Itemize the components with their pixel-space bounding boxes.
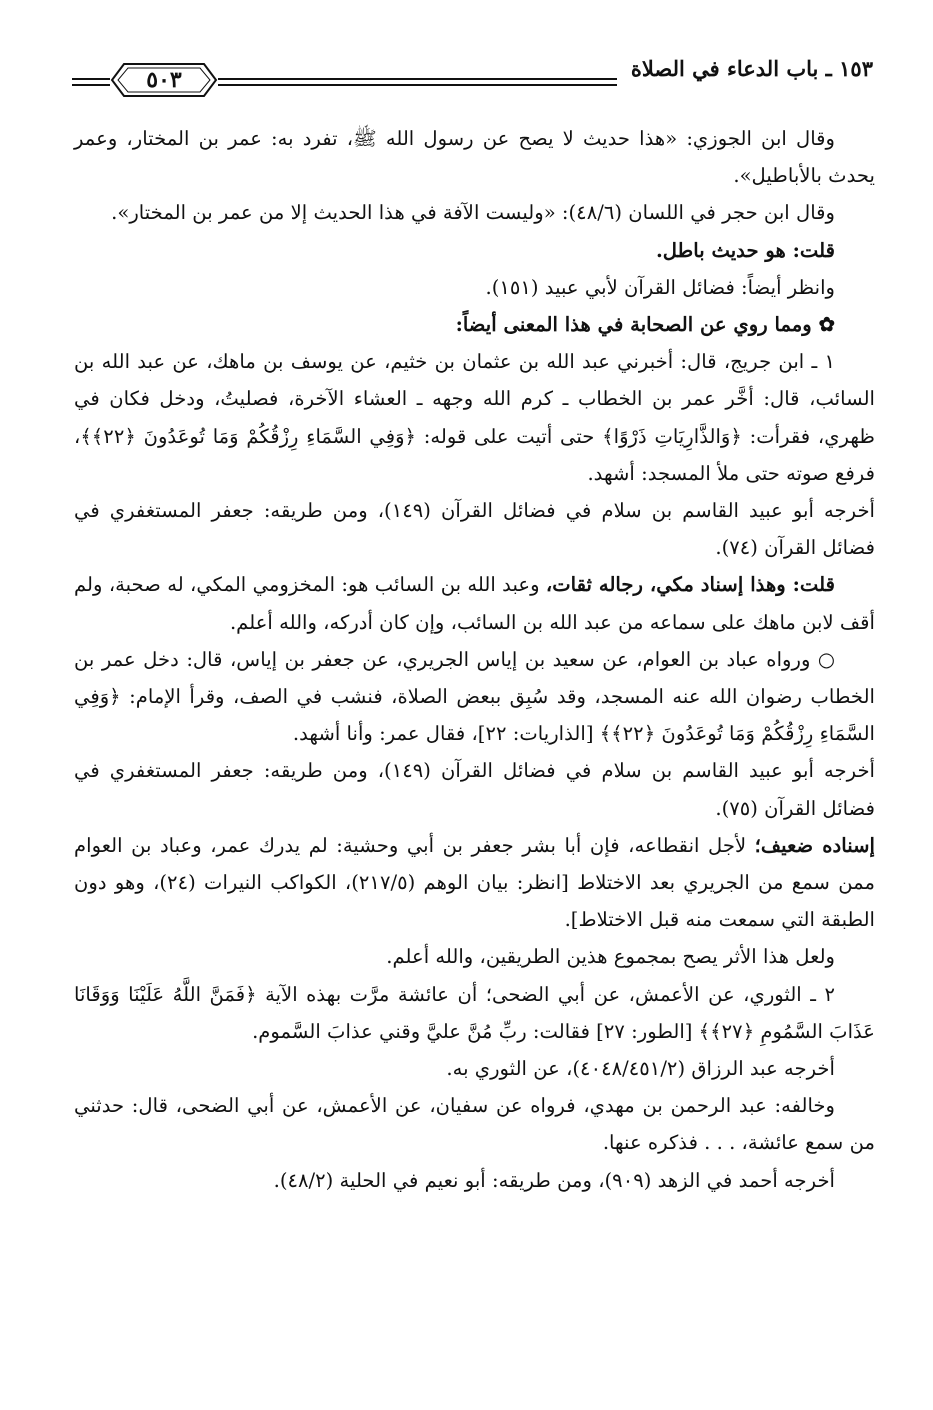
running-title: ١٥٣ ـ باب الدعاء في الصلاة xyxy=(630,55,873,81)
paragraph: قلت: هو حديث باطل. xyxy=(655,238,835,262)
paragraph: ولعل هذا الأثر يصح بمجموع هذين الطريقين، والله أعلم. xyxy=(386,945,835,969)
paragraph: أخرجه أبو عبيد القاسم بن سلام في فضائل القرآن (١٤٩)، ومن طريقه: جعفر المستغفري في فضائل القرآن (٧٥). xyxy=(74,759,875,820)
section-heading: ✿ ومما روي عن الصحابة في هذا المعنى أيضاً: xyxy=(455,313,835,337)
paragraph: وخالفه: عبد الرحمن بن مهدي، فرواه عن سفيان، عن الأعمش، عن أبي الضحى، قال: حدثني من سمع عائشة، . . . فذكره عنها. xyxy=(74,1094,875,1155)
paragraph: إسناده ضعيف؛ لأجل انقطاعه، فإن أبا بشر جعفر بن أبي وحشية: لم يدرك عمر، وعباد بن العوام ممن سمع من الجريري بعد الاختلاط [انظر: بيان الوهم (٢١٧/٥)، الكواكب النيرات (٢٤)، وهو دون الطبقة التي سمعت منه قبل الاختلاط]. xyxy=(74,833,875,932)
paragraph: أخرجه عبد الرزاق (٤٠٤٨/٤٥١/٢)، عن الثوري به. xyxy=(446,1057,835,1081)
page-header xyxy=(72,48,873,104)
paragraph: ٢ ـ الثوري، عن الأعمش، عن أبي الضحى؛ أن عائشة مرَّت بهذه الآية ﴿فَمَنَّ اللَّهُ عَلَيْنَا وَوَقَانَا عَذَابَ السَّمُومِ ﴿٢٧﴾﴾ [الطور: ٢٧] فقالت: ربِّ مُنَّ عليَّ وقني عذابَ السَّموم. xyxy=(74,982,875,1043)
paragraph: ١ ـ ابن جريج، قال: أخبرني عبد الله بن عثمان بن خثيم، عن يوسف بن ماهك، عن عبد الله بن السائب، قال: أخَّر عمر بن الخطاب ـ كرم الله وجهه ـ العشاء الآخرة، فصليتُ، ودخل فكان في ظهري، فقرأت: ﴿وَالذَّارِيَاتِ ذَرْوًا﴾ حتى أتيت على قوله: ﴿وَفِي السَّمَاءِ رِزْقُكُمْ وَمَا تُوعَدُونَ ﴿٢٢﴾﴾، فرفع صوته حتى ملأ المسجد: أشهد. xyxy=(74,350,875,485)
paragraph-lead: قلت: xyxy=(792,238,835,262)
paragraph: أخرجه أبو عبيد القاسم بن سلام في فضائل القرآن (١٤٩)، ومن طريقه: جعفر المستغفري في فضائل القرآن (٧٤). xyxy=(74,499,875,560)
paragraph: وقال ابن الجوزي: «هذا حديث لا يصح عن رسول الله ﷺ، تفرد به: عمر بن المختار، وعمر يحدث بالأباطيل». xyxy=(74,127,875,188)
paragraph-lead: إسناده ضعيف؛ xyxy=(754,833,875,857)
paragraph-lead: قلت: وهذا إسناد مكي، رجاله ثقات، xyxy=(545,573,835,597)
header-rule xyxy=(72,48,617,104)
page-number: ٥٠٣ xyxy=(146,67,182,93)
paragraph: أخرجه أحمد في الزهد (٩٠٩)، ومن طريقه: أبو نعيم في الحلية (٤٨/٢). xyxy=(273,1168,835,1192)
paragraph: قلت: وهذا إسناد مكي، رجاله ثقات، وعبد الله بن السائب هو: المخزومي المكي، له صحبة، ولم أقف لابن ماهك على سماعه من عبد الله بن السائب، وإن كان أدركه، والله أعلم. xyxy=(74,573,875,634)
main-text xyxy=(74,120,875,1199)
paragraph: وانظر أيضاً: فضائل القرآن لأبي عبيد (١٥١). xyxy=(485,275,835,299)
page-number-badge xyxy=(110,60,218,100)
paragraph: وقال ابن حجر في اللسان (٤٨/٦): «وليست الآفة في هذا الحديث إلا من عمر بن المختار». xyxy=(111,201,835,225)
paragraph: ○ ورواه عباد بن العوام، عن سعيد بن إياس الجريري، عن جعفر بن إياس، قال: دخل عمر بن الخطاب رضوان الله عنه المسجد، وقد سُبِق ببعض الصلاة، فنشب في الصف، وقرأ الإمام: ﴿وَفِي السَّمَاءِ رِزْقُكُمْ وَمَا تُوعَدُونَ ﴿٢٢﴾﴾ [الذاريات: ٢٢]، فقال عمر: وأنا أشهد. xyxy=(74,647,875,746)
